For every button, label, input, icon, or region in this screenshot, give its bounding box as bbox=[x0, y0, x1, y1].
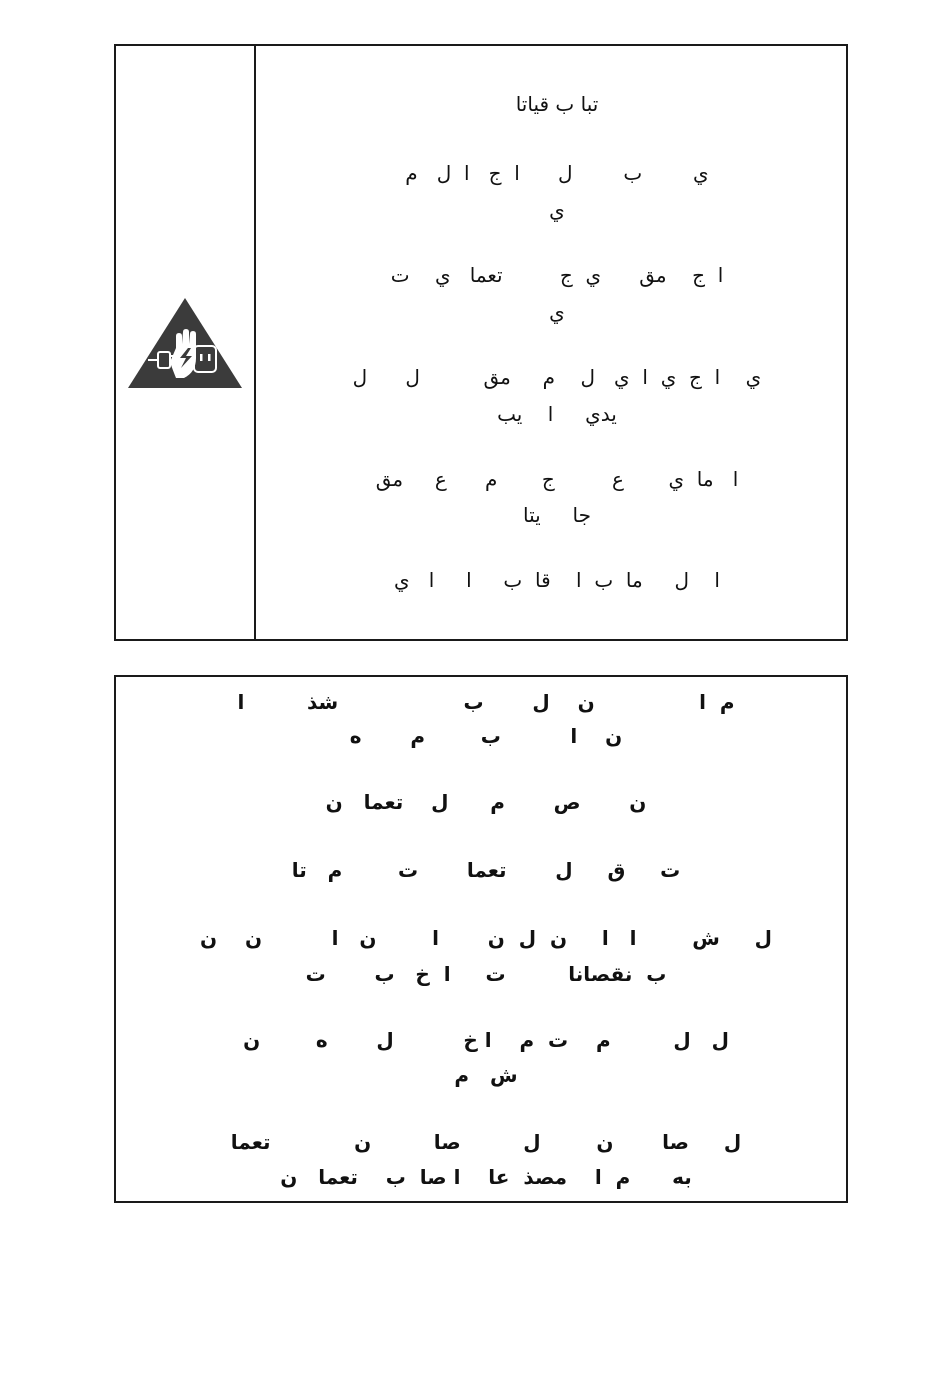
warning-box bbox=[114, 44, 848, 641]
warning-line: ا ج مق ي ج تعما ي ت bbox=[390, 263, 724, 287]
notice-line: م ا ن ل ب شذ ا bbox=[237, 690, 735, 714]
notice-line: ل ش ا ا ن ل ن ا ن ا ن ن bbox=[200, 926, 772, 950]
warning-line: ا ل ما ب ا قا ب ا ا ي bbox=[394, 568, 720, 592]
warning-line: جا يتا bbox=[523, 503, 591, 527]
warning-line: ي ب ل ا ج ا ل م bbox=[405, 161, 709, 185]
notice-line: ت ق ل تعما ت م تا bbox=[291, 858, 681, 882]
warning-line: ي bbox=[549, 300, 565, 324]
warning-line: يدي ا يب bbox=[497, 402, 617, 426]
notice-line: ل ل م ت م ا خ ل ه ن bbox=[243, 1028, 729, 1052]
notice-line: ش م bbox=[454, 1063, 518, 1087]
notice-line: ب نقصانا ت ا خ ب ت bbox=[305, 962, 667, 986]
electric-shock-icon bbox=[126, 296, 244, 390]
warning-line: ا ما ي ع ج م ع مق bbox=[375, 467, 739, 491]
notice-line: ن ا ب م ه bbox=[349, 724, 623, 748]
warning-line: ي ا ج ي ا ي ل م مق ل ل bbox=[352, 365, 762, 389]
warning-title: تبا ب قياتا bbox=[515, 92, 599, 116]
notice-line: به م ا مصذ عا ا صا ب تعما ن bbox=[280, 1165, 692, 1189]
icon-cell bbox=[116, 46, 256, 639]
warning-line: ي bbox=[549, 198, 565, 222]
warning-text-cell bbox=[258, 46, 846, 639]
notice-line: ن ص م ل تعما ن bbox=[325, 790, 647, 814]
notice-box bbox=[114, 675, 848, 1203]
notice-line: ل صا ن ل صا ن تعما bbox=[230, 1130, 742, 1154]
